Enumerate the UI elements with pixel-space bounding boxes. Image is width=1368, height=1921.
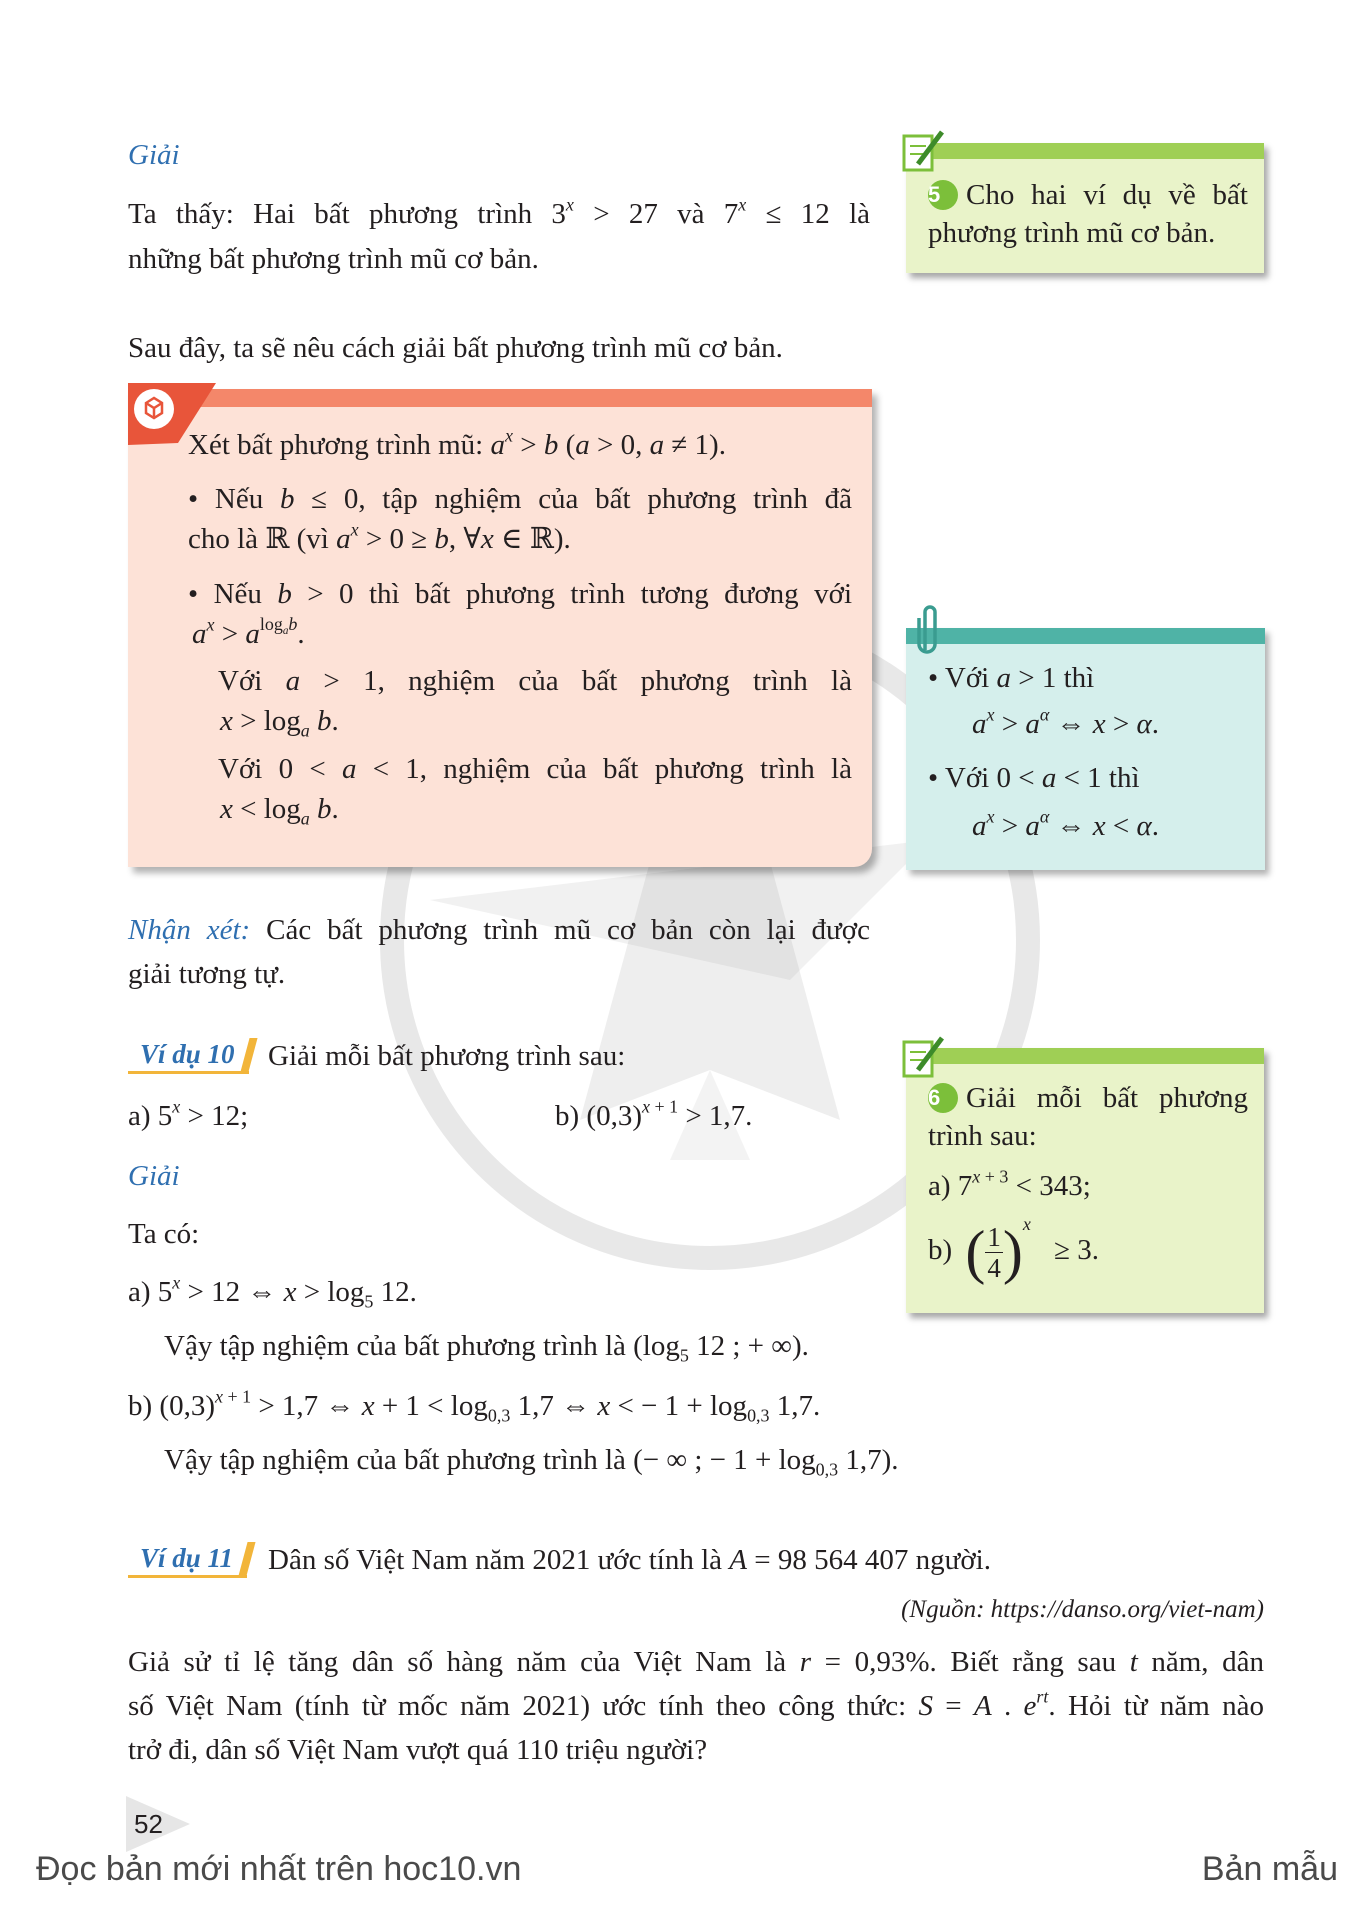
footer-watermark-text: Bản mẫu — [1201, 1850, 1338, 1888]
example-11-body-3: trở đi, dân số Việt Nam vượt quá 110 triệu người? — [128, 1734, 708, 1766]
theory-box: Xét bất phương trình mũ: $a^x > b$ (a > 0, a ≠ 1). • Nếu b ≤ 0, tập nghiệm của bất phương trình đã cho là ℝ (vì $a^x > 0 \ge b$, ∀x ∈ ℝ). • Nếu b > 0 thì bất phương trình tương đương với $a^x > a^{log_ab}$. Với a > 1, nghiệm của bất phương trình là $x > \log_a b$. Với 0 < a < 1, nghiệm của bất phương trình là $x < \log_a b$. — [128, 389, 872, 867]
solution-a-1: a) $5^x > 12$ ⇔ $x > \log_5 12$. — [128, 1272, 417, 1312]
example-11-body-1: Giả sử tỉ lệ tăng dân số hàng năm của Việt Nam là r = 0,93%. Biết rằng sau t năm, dân — [128, 1646, 1264, 1678]
activity-number: 6 — [928, 1083, 958, 1113]
example-11-line-1: Dân số Việt Nam năm 2021 ước tính là A = 98 564 407 người. — [268, 1544, 991, 1576]
example-11-label: Ví dụ 11 — [128, 1540, 247, 1578]
transition-text: Sau đây, ta sẽ nêu cách giải bất phương trình mũ cơ bản. — [128, 332, 783, 364]
example-10-prompt: Giải mỗi bất phương trình sau: — [268, 1040, 626, 1072]
example-10-part-b: b) $(0,3)^{x + 1} > 1,7$. — [555, 1096, 753, 1132]
example-10-part-a: a) $5^x > 12$; — [128, 1096, 249, 1132]
note-box: • Với a > 1 thì $a^x > a^\alpha$ ⇔ x > α. • Với 0 < a < 1 thì $a^x > a^\alpha$ ⇔ x < α. — [906, 628, 1265, 870]
activity-box-5: 5 Cho hai ví dụ về bất phương trình mũ cơ bản. — [906, 143, 1264, 273]
intro-line-2: những bất phương trình mũ cơ bản. — [128, 243, 539, 275]
activity-number: 5 — [928, 180, 958, 210]
example-11-body-2: số Việt Nam (tính từ mốc năm 2021) ước tính theo công thức: S = A . $e^{rt}$. Hỏi từ năm nào — [128, 1686, 1264, 1722]
notepad-pencil-icon — [900, 1032, 946, 1080]
solution-label-2: Giải — [128, 1160, 180, 1192]
intro-line-1: Ta thấy: Hai bất phương trình $3^x > 27$ và $7^x \le 12$ là — [128, 194, 870, 230]
solution-label: Giải — [128, 139, 180, 171]
example-10-label: Ví dụ 10 — [128, 1036, 249, 1074]
activity-box-6: 6 Giải mỗi bất phương trình sau: a) $7^{x + 3} < 343$; b) ( $\frac{1}{4}$ )$^x$ ≥ 3. — [906, 1048, 1264, 1313]
page-number: 52 — [134, 1809, 163, 1839]
example-11-source: (Nguồn: https://danso.org/viet-nam) — [901, 1596, 1264, 1623]
solution-b-2: Vậy tập nghiệm của bất phương trình là (− ∞ ; − $1 + \log_{0,3} 1,7$). — [164, 1444, 899, 1480]
solution-b-1: b) $(0,3)^{x + 1} > 1,7$ ⇔ $x + 1 < \log_{0,3} 1,7$ ⇔ x < − $1 + \log_{0,3} 1,7$. — [128, 1386, 821, 1426]
solution-a-2: Vậy tập nghiệm của bất phương trình là ($\log_5$ 12 ; + ∞). — [164, 1330, 809, 1366]
theory-line-1: Xét bất phương trình mũ: $a^x > b$ (a > 0, a ≠ 1). — [188, 425, 726, 461]
solution-intro: Ta có: — [128, 1218, 200, 1250]
footer-link[interactable]: Đọc bản mới nhất trên hoc10.vn — [36, 1850, 522, 1888]
notepad-pencil-icon — [900, 126, 946, 174]
remark-line-2: giải tương tự. — [128, 958, 286, 990]
remark-line-1: Nhận xét: Các bất phương trình mũ cơ bản còn lại được — [128, 914, 870, 946]
cube-bubble-icon — [128, 383, 216, 445]
paperclip-icon — [917, 600, 943, 658]
